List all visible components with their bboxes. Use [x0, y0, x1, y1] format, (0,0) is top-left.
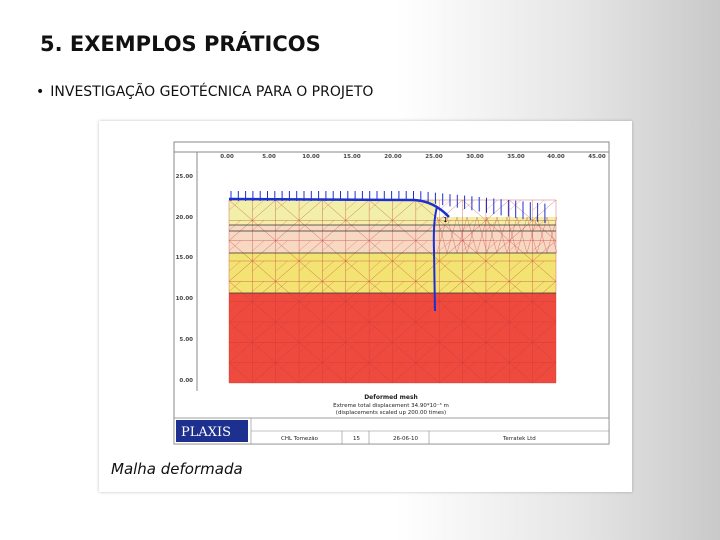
top-tick: 40.00 — [547, 154, 565, 160]
title-block-company: Terratek Ltd — [503, 436, 536, 442]
top-tick: 5.00 — [262, 154, 276, 160]
bullet-text: INVESTIGAÇÃO GEOTÉCNICA PARA O PROJETO — [50, 84, 374, 100]
top-tick: 30.00 — [466, 154, 484, 160]
slide-title: 5. EXEMPLOS PRÁTICOS — [40, 32, 321, 56]
plaxis-logo: PLAXIS — [181, 425, 232, 440]
top-tick: 45.00 — [588, 154, 606, 160]
plaxis-output-svg — [99, 121, 632, 492]
top-tick: 20.00 — [384, 154, 402, 160]
title-block-date: 26-06-10 — [393, 436, 418, 442]
deformed-mesh-figure — [99, 121, 632, 492]
top-tick: 15.00 — [343, 154, 361, 160]
left-tick: 0.00 — [179, 378, 193, 384]
title-block-client: CHL Tomezão — [281, 436, 318, 442]
plot-title: Deformed mesh — [364, 394, 418, 401]
top-tick: 25.00 — [425, 154, 443, 160]
bullet-item — [36, 84, 373, 100]
left-tick: 15.00 — [175, 255, 193, 261]
left-tick: 20.00 — [175, 215, 193, 221]
left-tick: 10.00 — [175, 296, 193, 302]
figure-caption: Malha deformada — [111, 460, 243, 478]
top-tick: 0.00 — [220, 154, 234, 160]
left-tick: 25.00 — [175, 174, 193, 180]
left-tick: 5.00 — [179, 337, 193, 343]
excavation-cut — [437, 200, 556, 217]
title-block — [174, 418, 609, 444]
wall-marker: 1 — [443, 216, 448, 224]
bullet-dot-icon: • — [36, 84, 45, 100]
plot-subtitle-2: (displacements scaled up 200.00 times) — [335, 410, 447, 416]
title-block-number: 15 — [353, 436, 360, 442]
top-tick: 10.00 — [302, 154, 320, 160]
plot-subtitle-1: Extreme total displacement 34.90*10⁻³ m — [333, 403, 449, 409]
top-tick: 35.00 — [507, 154, 525, 160]
